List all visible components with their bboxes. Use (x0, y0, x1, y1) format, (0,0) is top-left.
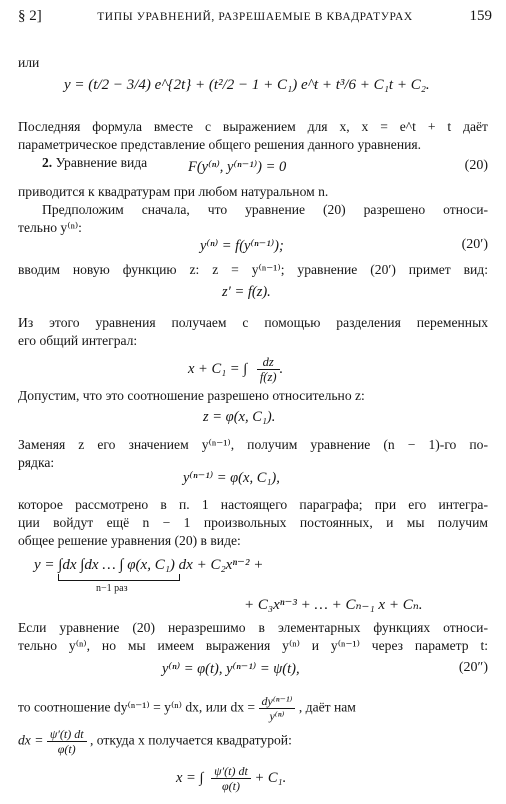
section-mark: § 2] (18, 8, 42, 24)
running-header (18, 8, 492, 30)
text-line: Если уравнение (20) неразрешимо в элементарных функциях относи- (18, 620, 488, 635)
text-span: dx = (18, 732, 44, 748)
text-span: то соотношение dy⁽ⁿ⁻¹⁾ = y⁽ⁿ⁾ dx, или dx = (18, 699, 256, 715)
equation-number: (20) (464, 158, 488, 173)
equation-z-prime: z′ = f(z). (222, 284, 271, 300)
equation-number: (20′) (461, 237, 488, 252)
equation-general-solution-2: + C₃xⁿ⁻³ + … + Cₙ₋₁ x + Cₙ. (244, 597, 423, 613)
text-line: ции войдут ещё n − 1 произвольных постоянных, и мы получим (18, 515, 488, 530)
denominator: f(z) (259, 370, 277, 384)
item-number: 2. (42, 155, 53, 170)
text-line: общее решение уравнения (20) в виде: (18, 533, 241, 548)
text-line: тельно y⁽ⁿ⁾, но мы имеем выражения y⁽ⁿ⁾ и y⁽ⁿ⁻¹⁾ через параметр t: (18, 638, 488, 653)
equation-z-phi: z = φ(x, C₁). (203, 409, 276, 425)
text-line: Из этого уравнения получаем с помощью разделения переменных (18, 315, 488, 330)
page-number: 159 (469, 8, 492, 24)
equation-left: x = ∫ (176, 769, 204, 786)
numerator: dz (257, 355, 280, 370)
underbrace (58, 574, 180, 581)
fraction (211, 764, 251, 793)
text-line: или (18, 55, 40, 70)
fraction (257, 355, 280, 384)
numerator: dy⁽ⁿ⁻¹⁾ (259, 694, 296, 709)
denominator: φ(t) (221, 779, 240, 793)
text-line: Предположим сначала, что уравнение (20) разрешено относи- (42, 202, 488, 217)
equation-left: x + C₁ = ∫ (188, 360, 248, 377)
text-line: Заменяя z его значением y⁽ⁿ⁻¹⁾, получим уравнение (n − 1)-го по- (18, 437, 488, 452)
text-line-with-fraction (18, 694, 488, 723)
text-line: тельно y⁽ⁿ⁾: (18, 220, 82, 235)
denominator: φ(t) (57, 742, 76, 756)
denominator: y⁽ⁿ⁾ (269, 709, 285, 723)
text-span: , откуда x получается квадратурой: (89, 732, 292, 748)
equation-20-prime: y⁽ⁿ⁾ = f(y⁽ⁿ⁻¹⁾); (200, 238, 284, 254)
text-line: рядка: (18, 455, 55, 470)
text-line: его общий интеграл: (18, 333, 138, 348)
numerator: ψ′(t) dt (47, 727, 87, 742)
fraction (259, 694, 296, 723)
header-title: ТИПЫ УРАВНЕНИЙ, РАЗРЕШАЕМЫЕ В КВАДРАТУРАХ (97, 11, 413, 23)
text-line: приводится к квадратурам при любом натуральном n. (18, 184, 329, 199)
equation-x-quadrature (176, 764, 286, 793)
text-span: Уравнение вида (55, 155, 148, 170)
text-line: которое рассмотрено в п. 1 настоящего параграфа; при его интегра- (18, 497, 488, 512)
numerator: ψ′(t) dt (211, 764, 251, 779)
text-line: Последняя формула вместе с выражением для x, x = e^t + t даёт (18, 119, 488, 134)
equation-order-n-minus-1: y⁽ⁿ⁻¹⁾ = φ(x, C₁), (183, 470, 280, 486)
text-line: параметрическое представление общего решения данного уравнения. (18, 137, 422, 152)
fraction (47, 727, 87, 756)
equation-number: (20″) (458, 660, 488, 675)
text-line: вводим новую функцию z: z = y⁽ⁿ⁻¹⁾; уравнение (20′) примет вид: (18, 262, 488, 277)
equation-general-solution-1: y = ∫dx ∫dx … ∫ φ(x, C₁) dx + C₂xⁿ⁻² + (34, 557, 264, 573)
text-span: , даёт нам (298, 699, 356, 715)
text-line: Допустим, что это соотношение разрешено относительно z: (18, 388, 365, 403)
equation-y-parametric: y = (t/2 − 3/4) e^{2t} + (t²/2 − 1 + C₁) e^t + t³/6 + C₁t + C₂. (64, 77, 430, 93)
equation-general-integral: x + C₁ = ∫ $\frac{dz}{f(z)}$ . (188, 355, 284, 384)
equation-right: + C₁. (254, 769, 287, 786)
text-line-with-fraction (18, 727, 488, 756)
underbrace-label: n−1 раз (96, 583, 128, 594)
equation-20: F(y⁽ⁿ⁾, y⁽ⁿ⁻¹⁾) = 0 (188, 159, 287, 175)
equation-20-double-prime: y⁽ⁿ⁾ = φ(t), y⁽ⁿ⁻¹⁾ = ψ(t), (162, 661, 300, 677)
